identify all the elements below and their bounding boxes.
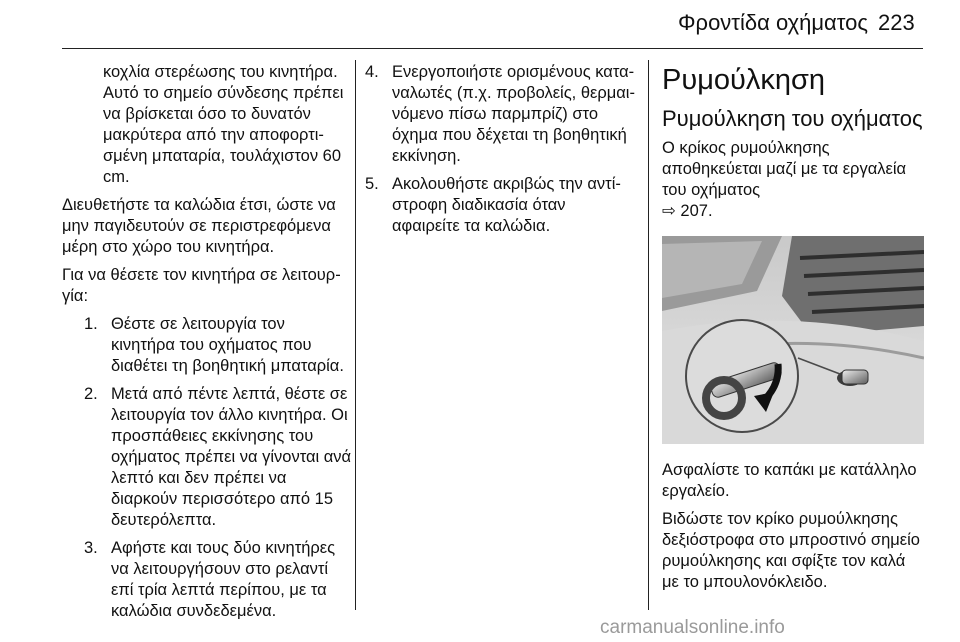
start-engine-intro: Για να θέσετε τον κινητήρα σε λειτουργία: <box>62 266 341 305</box>
step-number: 4. <box>365 63 379 81</box>
list-item <box>84 538 352 622</box>
list-item <box>84 314 352 377</box>
page-header-title: Φροντίδα οχήματος <box>678 10 868 35</box>
step-text: Αφήστε και τους δύο κινητήρες να λειτουργήσουν στο ρελαντί επί τρία λεπτά περίπου, με τα καλώδια συνδεδεμένα. <box>111 539 336 620</box>
step-number: 3. <box>84 539 98 557</box>
column-3 <box>662 62 924 600</box>
list-item <box>365 174 635 237</box>
reference-arrow-icon: ⇨ <box>662 202 676 220</box>
step-text: Ακολουθήστε ακριβώς την αντίστροφη διαδικασία όταν αφαιρείτε τα καλώδια. <box>392 175 621 235</box>
step-number: 5. <box>365 175 379 193</box>
list-item <box>84 384 352 531</box>
secure-cover-paragraph: Ασφαλίστε το καπάκι με κατάλληλο εργαλείο. <box>662 461 917 500</box>
column-divider-left <box>355 60 356 610</box>
cable-routing-paragraph: Διευθετήστε τα καλώδια έτσι, ώστε να μην παγιδευτούν σε περιστρεφόμενα μέρη στο χώρο του κινητήρα. <box>62 196 336 256</box>
step-number: 1. <box>84 315 98 333</box>
screw-towing-eye-paragraph: Βιδώστε τον κρίκο ρυμούλκησης δεξιόστροφα στο μπροστινό σημείο ρυμούλκησης και σφίξτε τον καλά με το μπουλονόκλειδο. <box>662 510 920 591</box>
start-steps-list <box>62 314 352 622</box>
column-1 <box>62 62 352 629</box>
towing-eye-illustration <box>662 236 924 444</box>
step-number: 2. <box>84 385 98 403</box>
section-heading: Ρυμούλκηση <box>662 64 826 96</box>
step-text: Μετά από πέντε λεπτά, θέστε σε λειτουργία τον άλλο κινητήρα. Οι προσπάθειες εκκίνησης του οχήματος πρέπει να γίνονται ανά λεπτό και δεν πρέπει να διαρκούν περισσότερο από 15 δευτερόλεπτα. <box>111 385 352 529</box>
list-item <box>365 62 635 167</box>
continued-steps-list <box>365 62 635 237</box>
step-text: Ενεργοποιήστε ορισμένους καταναλωτές (π.χ. προβολείς, θερμαινόμενο πίσω παρμπρίζ) στο όχημα που δέχεται τη βοηθητική εκκίνηση. <box>392 63 635 165</box>
column-2 <box>365 62 635 244</box>
continuation-paragraph: κοχλία στερέωσης του κινητήρα. Αυτό το σημείο σύνδεσης πρέπει να βρίσκεται όσο το δυνατόν μακρύτερα από την αποφορτισμένη μπαταρία, τουλάχιστον 60 cm. <box>103 63 344 186</box>
header-rule <box>62 48 923 49</box>
column-divider-right <box>648 60 649 610</box>
reference-page: 207. <box>680 202 713 220</box>
step-text: Θέστε σε λειτουργία τον κινητήρα του οχήματος που διαθέτει τη βοηθητική μπαταρία. <box>111 315 344 375</box>
subsection-heading: Ρυμούλκηση του οχήματος <box>662 106 923 131</box>
towing-eye-intro: Ο κρίκος ρυμούλκησης αποθηκεύεται μαζί με τα εργαλεία του οχήματος ⇨ 207. <box>662 139 907 220</box>
watermark: carmanualsonline.info <box>600 617 785 638</box>
page-number: 223 <box>878 10 915 35</box>
